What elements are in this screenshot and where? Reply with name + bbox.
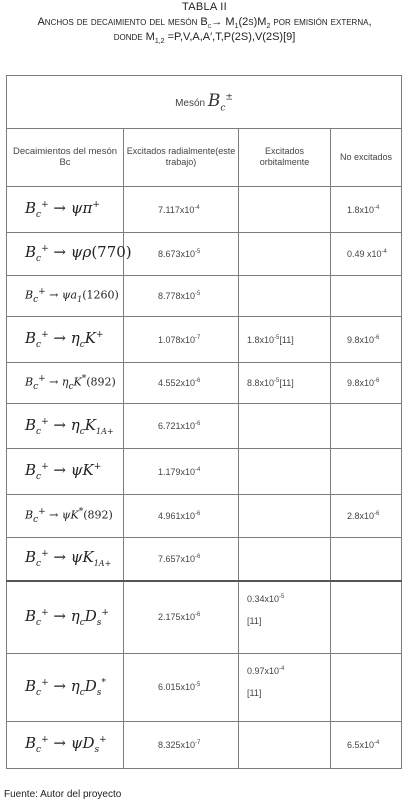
radial-width-cell: $2.175x10^{-6}$ (124, 581, 239, 653)
decay-process-cell: $B_c^+ \to \psi K^+$ (7, 449, 124, 494)
decay-process-cell: $B_c^+ \to \eta_cD_s^*$ (7, 653, 124, 721)
decay-process-cell: $B_c^+ \to \psi\rho(770)$ (7, 232, 124, 275)
radial-width-cell: $6.015x10^{-5}$ (124, 653, 239, 721)
orbital-width-cell: $0.34x10^{-5}$ [11] (239, 581, 331, 653)
decay-process-cell: $B_c^+ \to \psi K_{1A+}$ (7, 538, 124, 581)
decay-process-cell: $B_c^+ \to \eta_cK_{1A+}$ (7, 403, 124, 448)
radial-width-cell: $8.673x10^{-5}$ (124, 232, 239, 275)
table-row (7, 538, 402, 581)
col-header-none: No excitados (331, 128, 402, 187)
col-header-radial: Excitados radialmente(este trabajo) (124, 128, 239, 187)
radial-width-cell: $4.961x10^{-6}$ (124, 494, 239, 537)
col-header-orbital: Excitados orbitalmente (239, 128, 331, 187)
orbital-width-cell: $1.8x10^{-5}[11]$ (239, 317, 331, 362)
radial-width-cell: $8.778x10^{-5}$ (124, 276, 239, 317)
non-excited-width-cell (331, 449, 402, 494)
decay-process-cell: $B_c^+ \to \psi a_1(1260)$ (7, 276, 124, 317)
orbital-width-cell (239, 403, 331, 448)
non-excited-width-cell: 0.49 $x10^{-4}$ (331, 232, 402, 275)
table-row (7, 187, 402, 232)
orbital-width-cell (239, 494, 331, 537)
orbital-width-cell (239, 232, 331, 275)
non-excited-width-cell (331, 653, 402, 721)
orbital-width-cell (239, 276, 331, 317)
decay-process-cell: $B_c^+ \to \psi\pi^+$ (7, 187, 124, 232)
table-caption-line2: donde $M_{1,2} =P,V,A,A',T,P(2S),V(2S)[9]$ (113, 31, 296, 46)
radial-width-cell: $4.552x10^{-6}$ (124, 362, 239, 403)
meson-header-label: Mesón (175, 97, 206, 109)
non-excited-width-cell: $9.8x10^{-6}$ (331, 362, 402, 403)
source-footer: Fuente: Autor del proyecto (4, 789, 122, 800)
table-row (7, 581, 402, 653)
orbital-width-cell: $8.8x10^{-5}[11]$ (239, 362, 331, 403)
radial-width-cell: $6.721x10^{-6}$ (124, 403, 239, 448)
meson-symbol: $B_c^\pm$ (207, 90, 233, 113)
table-row (7, 362, 402, 403)
radial-width-cell: $8.325x10^{-7}$ (124, 721, 239, 768)
decay-process-cell: $B_c^+ \to \psi D_s^+$ (7, 721, 124, 768)
table-caption-line1: Anchos de decaimiento del mesón $B_c\to M_1(2s)M_2$ por emisión externa, (37, 16, 372, 31)
table-caption-title: TABLA II (182, 1, 227, 13)
decay-process-cell: $B_c^+ \to \eta_cK^*(892)$ (7, 362, 124, 403)
decay-process-cell: $B_c^+ \to \eta_cD_s^+$ (7, 581, 124, 653)
non-excited-width-cell (331, 538, 402, 581)
col-header-decays: Decaimientos del mesón Bc (7, 128, 124, 187)
decay-width-table (6, 75, 402, 769)
column-header-row (7, 128, 402, 187)
non-excited-width-cell (331, 276, 402, 317)
table-row (7, 721, 402, 768)
decay-process-cell: $B_c^+ \to \psi K^*(892)$ (7, 494, 124, 537)
non-excited-width-cell: $2.8x10^{-6}$ (331, 494, 402, 537)
table-row (7, 317, 402, 362)
table-row (7, 403, 402, 448)
table-row (7, 449, 402, 494)
non-excited-width-cell: $6.5x10^{-4}$ (331, 721, 402, 768)
table-row (7, 232, 402, 275)
radial-width-cell: $1.078x10^{-7}$ (124, 317, 239, 362)
orbital-width-cell: $0.97x10^{-4}$ [11] (239, 653, 331, 721)
meson-header-cell (7, 76, 402, 129)
radial-width-cell: $1.179x10^{-4}$ (124, 449, 239, 494)
non-excited-width-cell: $9.8x10^{-6}$ (331, 317, 402, 362)
orbital-width-cell (239, 449, 331, 494)
table-row (7, 276, 402, 317)
non-excited-width-cell (331, 403, 402, 448)
radial-width-cell: $7.657x10^{-6}$ (124, 538, 239, 581)
orbital-width-cell (239, 538, 331, 581)
non-excited-width-cell (331, 581, 402, 653)
table-row (7, 653, 402, 721)
orbital-width-cell (239, 721, 331, 768)
orbital-width-cell (239, 187, 331, 232)
decay-process-cell: $B_c^+ \to \eta_cK^+$ (7, 317, 124, 362)
table-row (7, 494, 402, 537)
non-excited-width-cell: $1.8x10^{-4}$ (331, 187, 402, 232)
table-group-header-row (7, 76, 402, 129)
radial-width-cell: $7.117x10^{-4}$ (124, 187, 239, 232)
